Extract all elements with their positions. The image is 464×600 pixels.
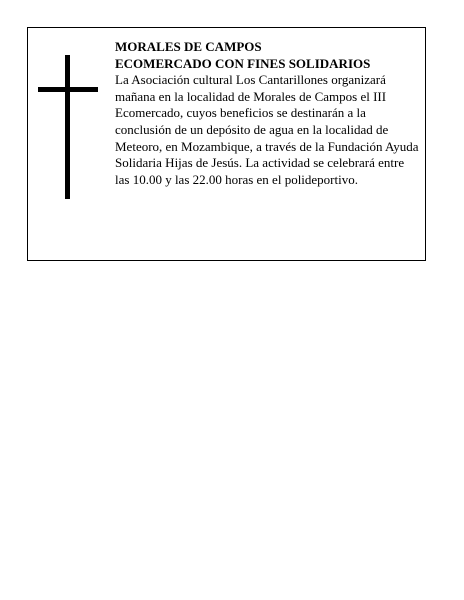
notice-headline: MORALES DE CAMPOS [115, 39, 262, 54]
notice-box [27, 27, 426, 261]
notice-subheadline: ECOMERCADO CON FINES SOLIDARIOS [115, 55, 371, 71]
notice-body: La Asociación cultural Los Cantarillones organizará mañana en la localidad de Morales de Campos el III Ecomercado, cuyos beneficios se destinarán a la conclusión de un depósito de agua en la localidad de Meteoro, en Mozambique, a través de la Fundación Ayuda Solidaria Hijas de Jesús. La actividad se celebrará entre las 10.00 y las 22.00 horas en el polideportivo. [115, 72, 419, 187]
cross-vertical-bar [65, 55, 70, 199]
cross-icon [38, 55, 98, 199]
notice-text [115, 39, 420, 188]
cross-horizontal-bar [38, 87, 98, 92]
